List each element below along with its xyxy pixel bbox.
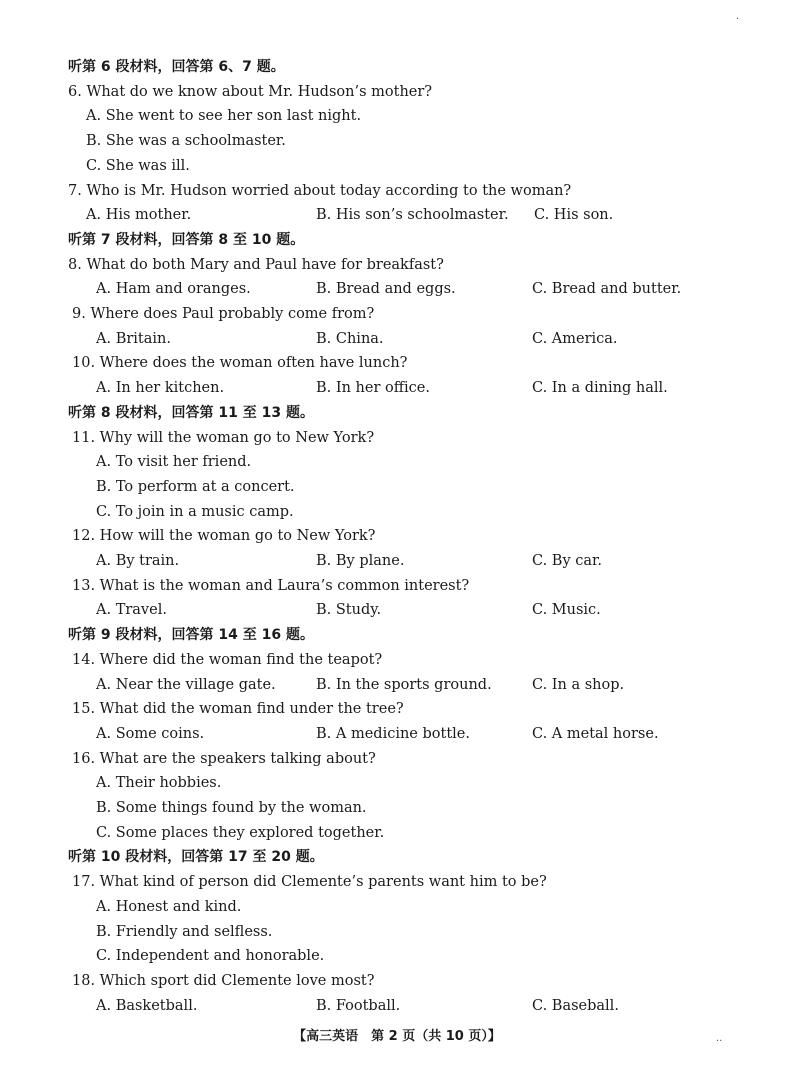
- answer-option: B. Study.: [316, 602, 382, 619]
- question-stem: 13. What is the woman and Laura’s common interest?: [72, 577, 470, 594]
- answer-option: B. By plane.: [316, 553, 405, 569]
- question-stem: 17. What kind of person did Clemente’s parents want him to be?: [72, 874, 547, 891]
- answer-option: A. By train.: [96, 553, 180, 569]
- section-heading: 听第 7 段材料，回答第 8 至 10 题。: [68, 231, 305, 248]
- answer-option: B. Football.: [316, 997, 401, 1014]
- answer-option: B. Friendly and selfless.: [96, 923, 273, 940]
- answer-option: A. Travel.: [96, 602, 167, 619]
- answer-option: B. In the sports ground.: [316, 676, 492, 693]
- answer-option: B. She was a schoolmaster.: [86, 133, 286, 150]
- answer-option: A. She went to see her son last night.: [86, 108, 362, 125]
- answer-option: A. Ham and oranges.: [96, 281, 251, 298]
- answer-option: A. In her kitchen.: [96, 380, 225, 397]
- answer-option: C. To join in a music camp.: [96, 503, 294, 520]
- answer-option: C. America.: [532, 330, 618, 347]
- answer-option: A. To visit her friend.: [96, 454, 252, 471]
- answer-option: C. Independent and honorable.: [96, 948, 325, 965]
- answer-option: A. Basketball.: [96, 997, 198, 1014]
- section-heading: 听第 6 段材料，回答第 6、7 题。: [68, 59, 285, 75]
- question-stem: 16. What are the speakers talking about?: [72, 750, 376, 767]
- section-heading: 听第 9 段材料，回答第 14 至 16 题。: [68, 627, 314, 644]
- question-stem: 11. Why will the woman go to New York?: [72, 429, 375, 446]
- answer-option: B. Bread and eggs.: [316, 281, 456, 298]
- answer-option: B. A medicine bottle.: [316, 725, 470, 742]
- answer-option: C. In a shop.: [532, 676, 625, 693]
- question-stem: 10. Where does the woman often have lunch?: [72, 355, 408, 372]
- answer-option: A. Their hobbies.: [96, 775, 222, 792]
- question-stem: 18. Which sport did Clemente love most?: [72, 972, 375, 989]
- scan-mark: ·: [736, 14, 740, 25]
- answer-option: B. His son’s schoolmaster.: [316, 207, 509, 224]
- answer-option: B. To perform at a concert.: [96, 478, 295, 495]
- answer-option: B. Some things found by the woman.: [96, 800, 367, 816]
- answer-option: C. Music.: [532, 602, 601, 619]
- answer-option: A. Honest and kind.: [96, 898, 242, 915]
- answer-option: B. China.: [316, 330, 384, 347]
- question-stem: 8. What do both Mary and Paul have for breakfast?: [68, 256, 444, 273]
- answer-option: C. Bread and butter.: [532, 281, 682, 298]
- page-footer: 【高三英语 第 2 页（共 10 页）】: [293, 1029, 501, 1044]
- answer-option: C. In a dining hall.: [532, 380, 668, 397]
- question-stem: 15. What did the woman find under the tree?: [72, 701, 404, 718]
- answer-option: C. Some places they explored together.: [96, 824, 385, 841]
- question-stem: 6. What do we know about Mr. Hudson’s mother?: [68, 83, 433, 100]
- answer-option: C. Baseball.: [532, 997, 619, 1014]
- answer-option: B. In her office.: [316, 380, 430, 397]
- question-stem: 14. Where did the woman find the teapot?: [72, 651, 383, 668]
- answer-option: C. A metal horse.: [532, 725, 659, 742]
- section-heading: 听第 10 段材料，回答第 17 至 20 题。: [68, 849, 324, 866]
- answer-option: C. His son.: [534, 207, 614, 224]
- answer-option: A. His mother.: [86, 207, 192, 224]
- answer-option: A. Near the village gate.: [96, 676, 276, 693]
- question-stem: 12. How will the woman go to New York?: [72, 528, 376, 545]
- section-heading: 听第 8 段材料，回答第 11 至 13 题。: [68, 404, 314, 421]
- question-stem: 9. Where does Paul probably come from?: [72, 306, 375, 322]
- answer-option: A. Some coins.: [96, 725, 205, 742]
- scan-mark: ··: [716, 1036, 723, 1047]
- answer-option: C. She was ill.: [86, 157, 190, 174]
- answer-option: A. Britain.: [96, 330, 171, 347]
- question-stem: 7. Who is Mr. Hudson worried about today according to the woman?: [68, 182, 572, 199]
- answer-option: C. By car.: [532, 553, 602, 569]
